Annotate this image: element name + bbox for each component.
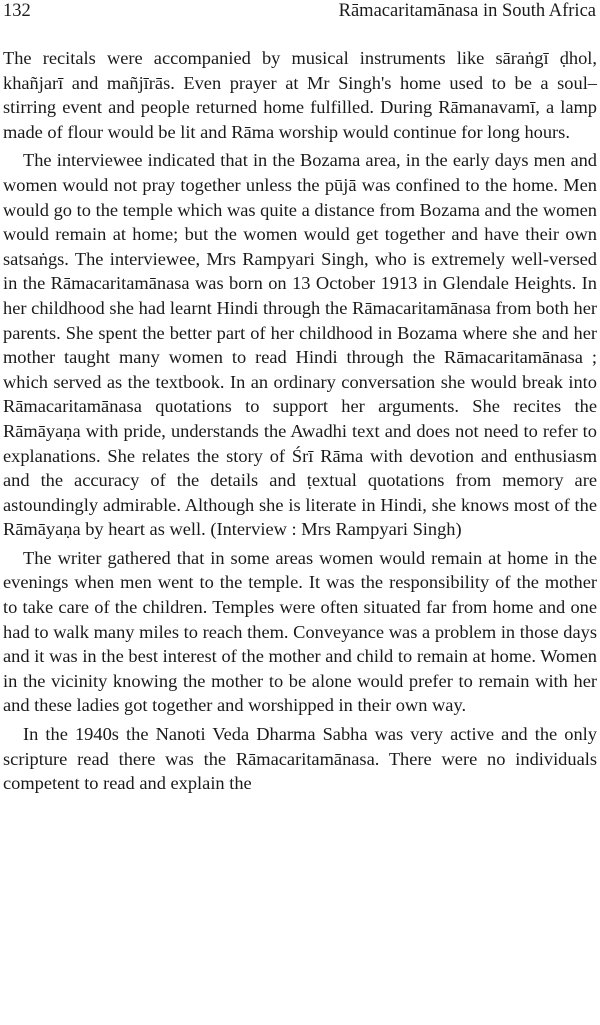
- paragraph: [3, 722, 597, 796]
- paragraph-text: The writer gathered that in some areas women would remain at home in the evenings when men went to the temple. It was the responsibility of the mother to take care of the children. Temples were often situated far from home and one had to walk many miles to reach them. Conveyance was a problem in those days and it was in the best interest of the mother and child to remain at home. Women in the vicinity knowing the mother to be alone would prefer to remain with her and these ladies got together and worshipped in their own way.: [3, 547, 597, 716]
- running-title: Rāmacaritamānasa in South Africa: [338, 1, 596, 21]
- paragraph: [3, 148, 597, 542]
- paragraph-text: The recitals were accompanied by musical instruments like sāraṅgī ḍhol, khañjarī and mañjīrās. Even prayer at Mr Singh's home used to be a soul–stirring event and people returned home fulfilled. During Rāmanavamī, a lamp made of flour would be lit and Rāma worship would continue for long hours.: [3, 48, 597, 142]
- page-number: 132: [3, 1, 31, 21]
- paragraph-text: In the 1940s the Nanoti Veda Dharma Sabha was very active and the only scripture read there was the Rāmacaritamānasa. There were no individuals competent to read and explain the: [3, 724, 597, 794]
- paragraph: [3, 46, 597, 144]
- paragraph: [3, 546, 597, 718]
- running-header: [0, 0, 600, 24]
- paragraph-text: The interviewee indicated that in the Bozama area, in the early days men and women would not pray together unless the pūjā was confined to the home. Men would go to the temple which was quite a distance from Bozama and the women would remain at home; but the women would get together and have their own satsaṅgs. The interviewee, Mrs Rampyari Singh, who is extremely well-versed in the Rāmacaritamānasa was born on 13 October 1913 in Glendale Heights. In her childhood she had learnt Hindi through the Rāmacaritamānasa from both her parents. She spent the better part of her childhood in Bozama where she and her mother taught many women to read Hindi through the Rāmacaritamānasa ; which served as the textbook. In an ordinary conversation she would break into Rāmacaritamānasa quotations to support her arguments. She recites the Rāmāyaṇa with pride, understands the Awadhi text and does not need to refer to explanations. She relates the story of Śrī Rāma with devotion and enthusiasm and the accuracy of the details and ṭextual quotations from memory are astoundingly admirable. Although she is literate in Hindi, she knows most of the Rāmāyaṇa by heart as well. (Interview : Mrs Rampyari Singh): [3, 150, 597, 540]
- body-text: [3, 46, 597, 800]
